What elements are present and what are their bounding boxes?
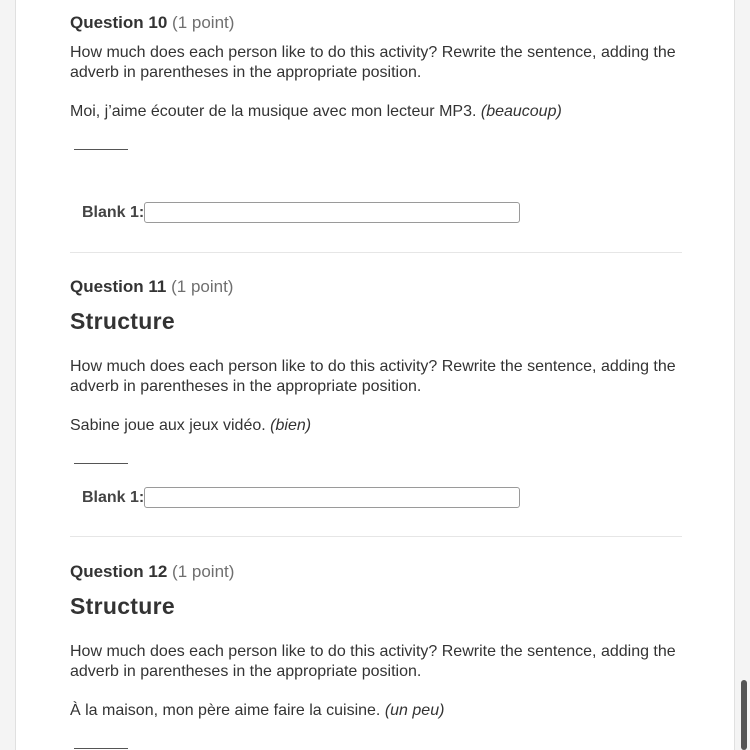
- question-title: Question 10: [70, 13, 168, 32]
- question-prompt: How much does each person like to do this activity? Rewrite the sentence, adding the adverb in parentheses in the appropriate position.: [70, 44, 676, 81]
- divider: [70, 536, 682, 537]
- question-title: Question 11: [70, 277, 167, 296]
- question-header: [70, 276, 682, 298]
- question-points: (1 point): [172, 562, 235, 581]
- quiz-card: [15, 0, 735, 750]
- sentence-text: Sabine joue aux jeux vidéo.: [70, 417, 266, 434]
- sentence-text: Moi, j’aime écouter de la musique avec mon lecteur MP3.: [70, 103, 477, 120]
- section-heading: Structure: [70, 308, 175, 334]
- blank-label: Blank 1:: [82, 489, 145, 506]
- adverb-hint: (beaucoup): [480, 103, 562, 120]
- question-prompt: How much does each person like to do this activity? Rewrite the sentence, adding the adverb in parentheses in the appropriate position.: [70, 643, 676, 680]
- scrollbar-thumb[interactable]: [741, 680, 747, 750]
- question-sentence: [70, 416, 682, 436]
- question-sentence: [70, 102, 682, 122]
- question-10: [70, 12, 682, 221]
- question-11: [70, 276, 682, 506]
- section-heading: Structure: [70, 593, 175, 619]
- adverb-hint: (bien): [270, 417, 312, 434]
- blank-underline: [74, 149, 128, 150]
- question-points: (1 point): [171, 277, 234, 296]
- question-prompt: How much does each person like to do this activity? Rewrite the sentence, adding the adverb in parentheses in the appropriate position.: [70, 358, 676, 395]
- divider: [70, 252, 682, 253]
- question-header: [70, 561, 682, 583]
- blank-underline: [74, 463, 128, 464]
- question-sentence: [70, 701, 682, 721]
- question-points: (1 point): [172, 13, 235, 32]
- blank-label: Blank 1:: [82, 204, 145, 221]
- scrollbar[interactable]: [740, 0, 750, 750]
- blank-1-input[interactable]: [144, 202, 520, 223]
- question-header: [70, 12, 682, 34]
- blank-underline: [74, 748, 128, 749]
- adverb-hint: (un peu): [384, 702, 445, 719]
- sentence-text: À la maison, mon père aime faire la cuisine.: [70, 702, 381, 719]
- blank-1-input[interactable]: [144, 487, 520, 508]
- question-title: Question 12: [70, 562, 168, 581]
- question-12: [70, 561, 682, 721]
